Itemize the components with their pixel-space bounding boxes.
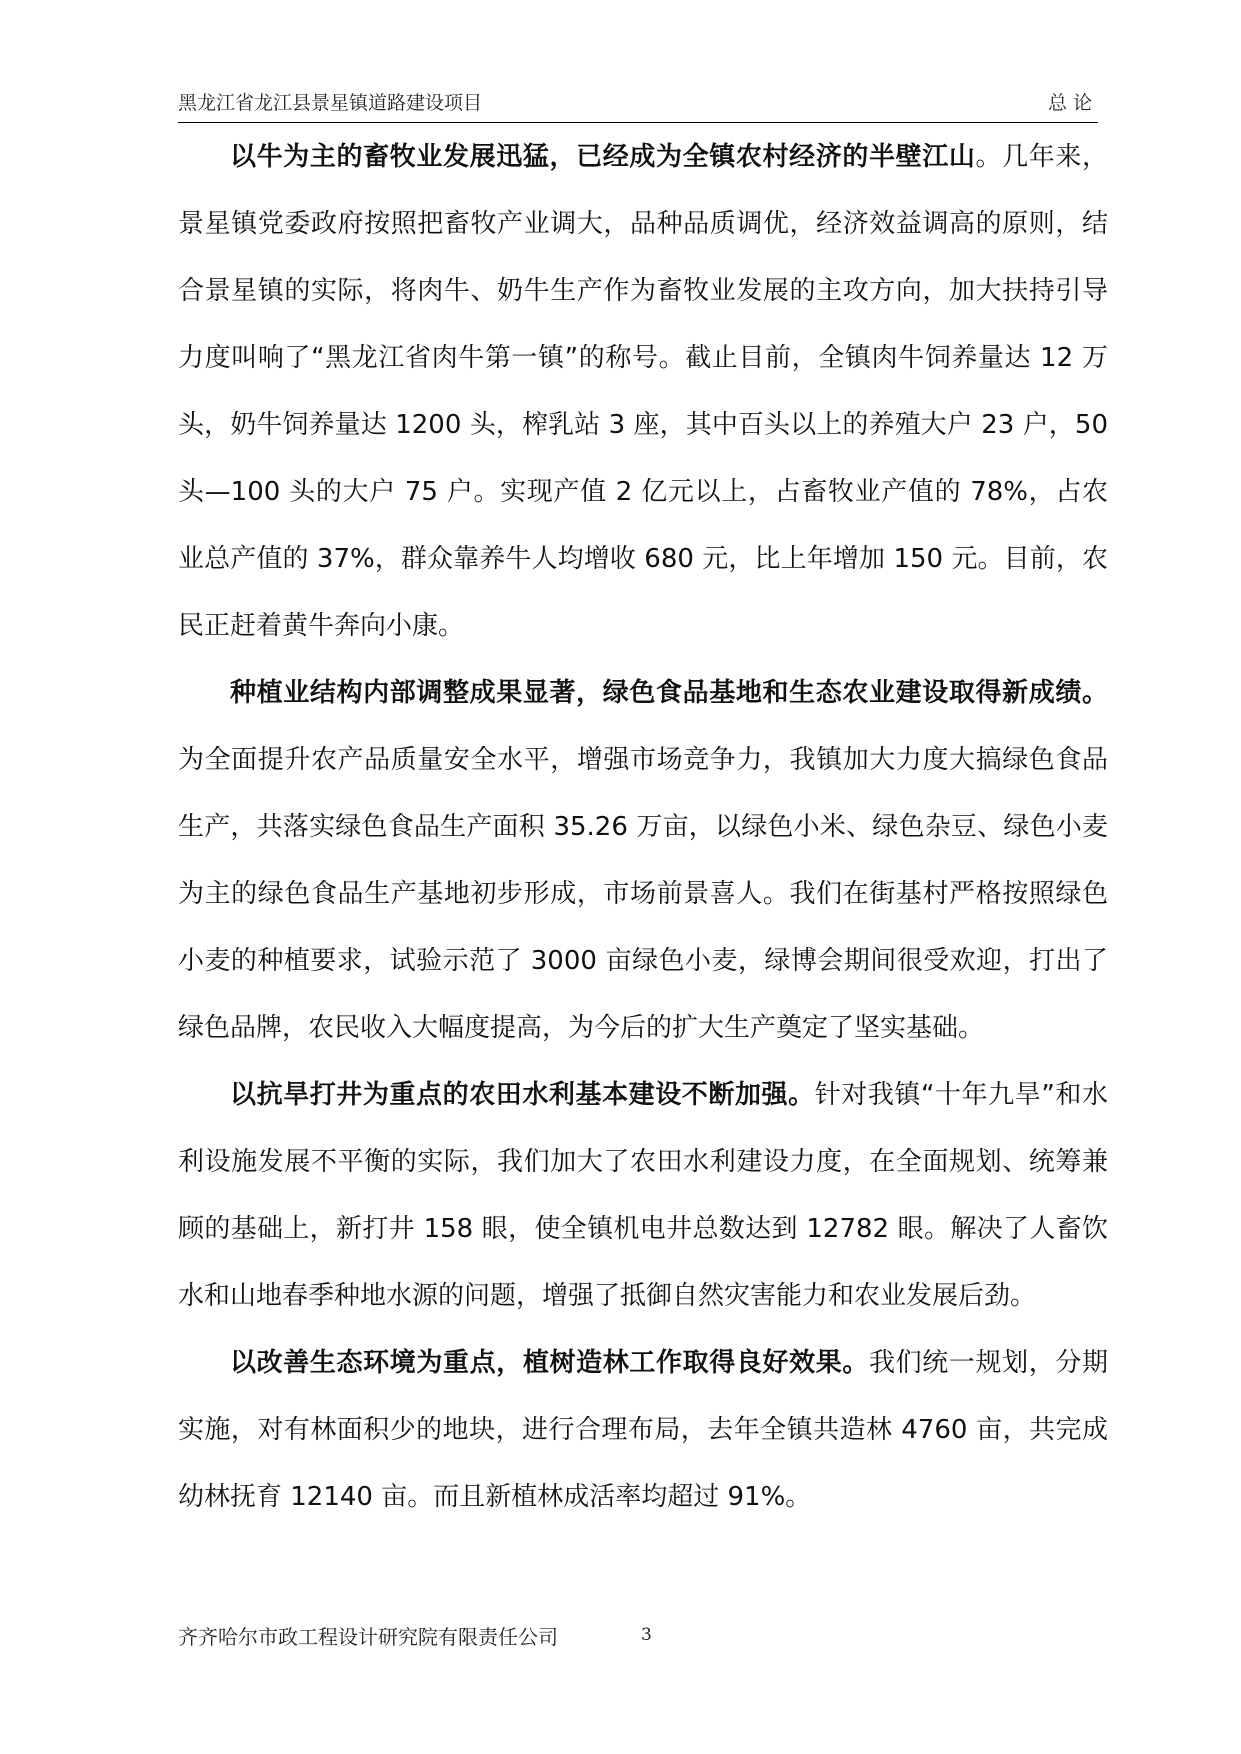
footer-organization: 齐齐哈尔市政工程设计研究院有限责任公司	[178, 1625, 558, 1649]
paragraph-body: 我们统一规划，分期实施，对有林面积少的地块，进行合理布局，去年全镇共造林 4760 亩，共完成幼林抚育 12140 亩。而且新植林成活率均超过 91%。	[178, 1348, 1108, 1512]
paragraph-body: 。几年来，景星镇党委政府按照把畜牧产业调大，品种品质调优，经济效益调高的原则，结合景星镇的实际，将肉牛、奶牛生产作为畜牧业发展的主攻方向，加大扶持引导力度叫响了“黑龙江省肉牛第一镇”的称号。截止目前，全镇肉牛饲养量达 12 万头，奶牛饲养量达 1200 头，榨乳站 3 座，其中百头以上的养殖大户 23 户，50 头—100 头的大户 75 户。实现产值 2 亿元以上，占畜牧业产值的 78%，占农业总产值的 37%，群众靠养牛人均增收 680 元，比上年增加 150 元。目前，农民正赶着黄牛奔向小康。	[178, 142, 1108, 641]
page-footer	[178, 1620, 1098, 1654]
paragraph-body: 为全面提升农产品质量安全水平，增强市场竞争力，我镇加大力度大搞绿色食品生产，共落实绿色食品生产面积 35.26 万亩，以绿色小米、绿色杂豆、绿色小麦为主的绿色食品生产基地初步形成，市场前景喜人。我们在街基村严格按照绿色小麦的种植要求，试验示范了 3000 亩绿色小麦，绿博会期间很受欢迎，打出了绿色品牌，农民收入大幅度提高，为今后的扩大生产奠定了坚实基础。	[178, 745, 1108, 1043]
paragraph-planting	[178, 660, 1108, 1062]
paragraph-livestock	[178, 124, 1108, 660]
page-number: 3	[641, 1625, 652, 1645]
paragraph-irrigation	[178, 1062, 1108, 1330]
document-body	[178, 124, 1108, 1531]
paragraph-lead: 以改善生态环境为重点，植树造林工作取得良好效果。	[230, 1348, 869, 1378]
paragraph-lead: 种植业结构内部调整成果显著，绿色食品基地和生态农业建设取得新成绩。	[230, 678, 1108, 708]
paragraph-lead: 以牛为主的畜牧业发展迅猛，已经成为全镇农村经济的半壁江山	[230, 142, 976, 172]
paragraph-body: 针对我镇“十年九旱”和水利设施发展不平衡的实际，我们加大了农田水利建设力度，在全面规划、统筹兼顾的基础上，新打井 158 眼，使全镇机电井总数达到 12782 眼。解决了人畜饮水和山地春季种地水源的问题，增强了抵御自然灾害能力和农业发展后劲。	[178, 1080, 1108, 1311]
header-rule	[178, 122, 1098, 123]
page-header	[178, 86, 1098, 120]
paragraph-lead: 以抗旱打井为重点的农田水利基本建设不断加强。	[230, 1080, 815, 1110]
header-section: 总论	[1047, 92, 1098, 114]
paragraph-afforestation	[178, 1330, 1108, 1531]
header-title: 黑龙江省龙江县景星镇道路建设项目	[178, 92, 483, 114]
